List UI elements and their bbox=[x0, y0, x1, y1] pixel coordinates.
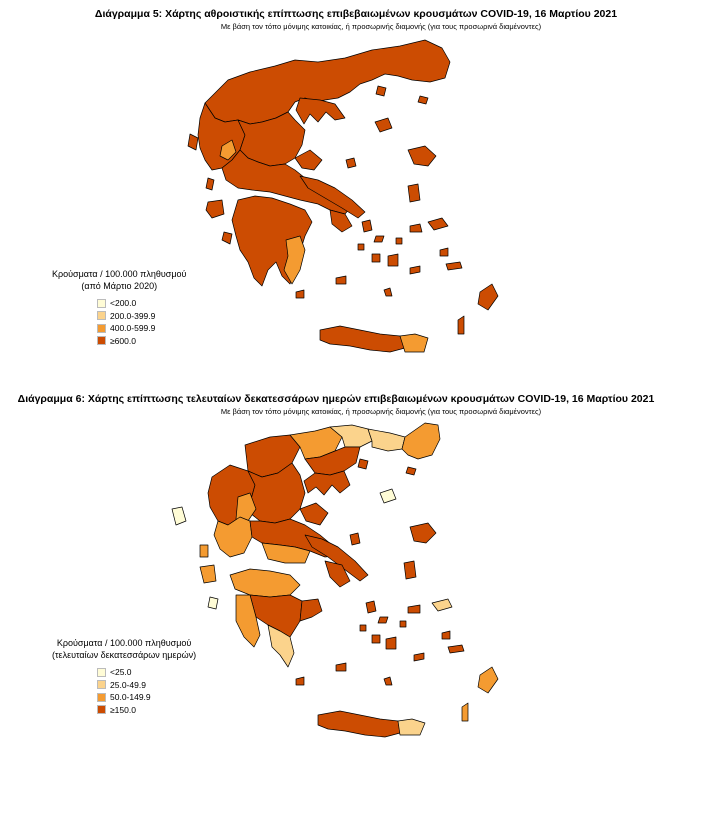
island-kalymnos bbox=[442, 631, 450, 639]
island-santorini bbox=[384, 288, 392, 296]
legend-swatch bbox=[97, 311, 106, 320]
island-tinos bbox=[378, 617, 388, 623]
legend-label: ≥150.0 bbox=[110, 704, 136, 715]
island-thasos bbox=[358, 459, 368, 469]
island-lemnos bbox=[380, 489, 396, 503]
island-andros bbox=[362, 220, 372, 232]
map-subtitle: Με βάση τον τόπο μόνιμης κατοικίας, ή προσωρινής διαμονής (για τους προσωρινά διαμένοντες) bbox=[220, 22, 542, 31]
island-corfu bbox=[172, 507, 186, 525]
island-milos bbox=[336, 663, 346, 671]
island-samothrace bbox=[406, 467, 416, 475]
island-kefalonia bbox=[200, 565, 216, 583]
island-chios bbox=[404, 561, 416, 579]
region-evros bbox=[402, 423, 440, 459]
island-skyros bbox=[350, 533, 360, 545]
region-magnesia bbox=[295, 150, 322, 170]
island-samos bbox=[428, 218, 448, 230]
island-kefalonia bbox=[206, 200, 224, 218]
region-magnesia bbox=[300, 503, 328, 525]
island-lefkada bbox=[206, 178, 214, 190]
island-paros bbox=[372, 635, 380, 643]
legend-swatch bbox=[97, 680, 106, 689]
island-santorini bbox=[384, 677, 392, 685]
island-thasos bbox=[376, 86, 386, 96]
island-kythira bbox=[296, 290, 304, 298]
island-zakynthos bbox=[208, 597, 218, 609]
legend-swatch bbox=[97, 705, 106, 714]
island-kythira bbox=[296, 677, 304, 685]
island-skyros bbox=[346, 158, 356, 168]
island-kalymnos bbox=[440, 248, 448, 256]
island-kos bbox=[446, 262, 462, 270]
legend-label: ≥600.0 bbox=[110, 335, 136, 346]
island-andros bbox=[366, 601, 376, 613]
map-legend bbox=[52, 637, 196, 716]
island-syros bbox=[360, 625, 366, 631]
island-ikaria bbox=[408, 605, 420, 613]
island-crete-west bbox=[318, 711, 400, 737]
island-crete-west bbox=[320, 326, 405, 352]
island-rhodes bbox=[478, 667, 498, 693]
legend-swatch bbox=[97, 336, 106, 345]
legend-item bbox=[97, 297, 186, 310]
legend-label: 400.0-599.9 bbox=[110, 323, 156, 334]
island-rhodes bbox=[478, 284, 498, 310]
island-naxos bbox=[388, 254, 398, 266]
legend-item bbox=[97, 679, 196, 692]
legend-label: 50.0-149.9 bbox=[110, 692, 151, 703]
island-samos bbox=[432, 599, 452, 611]
island-karpathos bbox=[462, 703, 468, 721]
legend-item bbox=[97, 335, 186, 348]
island-crete-east bbox=[400, 334, 428, 352]
legend-item bbox=[97, 691, 196, 704]
island-tinos bbox=[374, 236, 384, 242]
legend-swatch bbox=[97, 299, 106, 308]
legend-label: 200.0-399.9 bbox=[110, 310, 156, 321]
island-chios bbox=[408, 184, 420, 202]
island-mykonos bbox=[396, 238, 402, 244]
legend-swatch bbox=[97, 324, 106, 333]
island-milos bbox=[336, 276, 346, 284]
island-ikaria bbox=[410, 224, 422, 232]
island-syros bbox=[358, 244, 364, 250]
legend-label: 25.0-49.9 bbox=[110, 679, 146, 690]
region-aetolia bbox=[214, 517, 252, 557]
legend-label: <200.0 bbox=[110, 298, 137, 309]
island-samothrace bbox=[418, 96, 428, 104]
island-paros bbox=[372, 254, 380, 262]
region-chalkidiki bbox=[296, 98, 345, 124]
island-mykonos bbox=[400, 621, 406, 627]
region-achaea bbox=[230, 569, 300, 597]
map-title: Διάγραμμα 6: Χάρτης επίπτωσης τελευταίων δεκατεσσάρων ημερών επιβεβαιωμένων κρουσμάτων COVID-19, 16 Μαρτίου 2021 bbox=[17, 393, 655, 405]
legend-item bbox=[97, 322, 186, 335]
legend-title: Κρούσματα / 100.000 πληθυσμού bbox=[56, 638, 192, 648]
legend-subtitle: (από Μάρτιο 2020) bbox=[81, 281, 158, 291]
map-panel-cumulative bbox=[0, 0, 712, 380]
map-panel-14-day bbox=[0, 385, 712, 805]
map-subtitle: Με βάση τον τόπο μόνιμης κατοικίας, ή προσωρινής διαμονής (για τους προσωρινά διαμένοντες) bbox=[220, 407, 542, 416]
region-argolida bbox=[300, 599, 322, 621]
island-lefkada bbox=[200, 545, 208, 557]
island-amorgos bbox=[414, 653, 424, 661]
island-lemnos bbox=[375, 118, 392, 132]
legend-item bbox=[97, 310, 186, 323]
legend-label: <25.0 bbox=[110, 667, 132, 678]
map-legend bbox=[52, 268, 186, 347]
map-title: Διάγραμμα 5: Χάρτης αθροιστικής επίπτωσης επιβεβαιωμένων κρουσμάτων COVID-19, 16 Μαρτίου 2021 bbox=[94, 8, 618, 20]
island-zakynthos bbox=[222, 232, 232, 244]
island-amorgos bbox=[410, 266, 420, 274]
island-kos bbox=[448, 645, 464, 653]
island-karpathos bbox=[458, 316, 464, 334]
legend-swatch bbox=[97, 693, 106, 702]
island-crete-east bbox=[398, 719, 425, 735]
legend-subtitle: (τελευταίων δεκατεσσάρων ημερών) bbox=[52, 650, 197, 660]
island-corfu bbox=[188, 134, 198, 150]
legend-swatch bbox=[97, 668, 106, 677]
legend-item bbox=[97, 666, 196, 679]
island-naxos bbox=[386, 637, 396, 649]
legend-item bbox=[97, 704, 196, 717]
region-kavala-xanthi bbox=[368, 429, 405, 451]
island-lesvos bbox=[410, 523, 436, 543]
region-chalkidiki bbox=[304, 471, 350, 495]
region-attica bbox=[330, 210, 352, 232]
legend-title: Κρούσματα / 100.000 πληθυσμού bbox=[52, 269, 187, 279]
island-lesvos bbox=[408, 146, 436, 166]
choropleth-map-greece bbox=[0, 385, 712, 805]
